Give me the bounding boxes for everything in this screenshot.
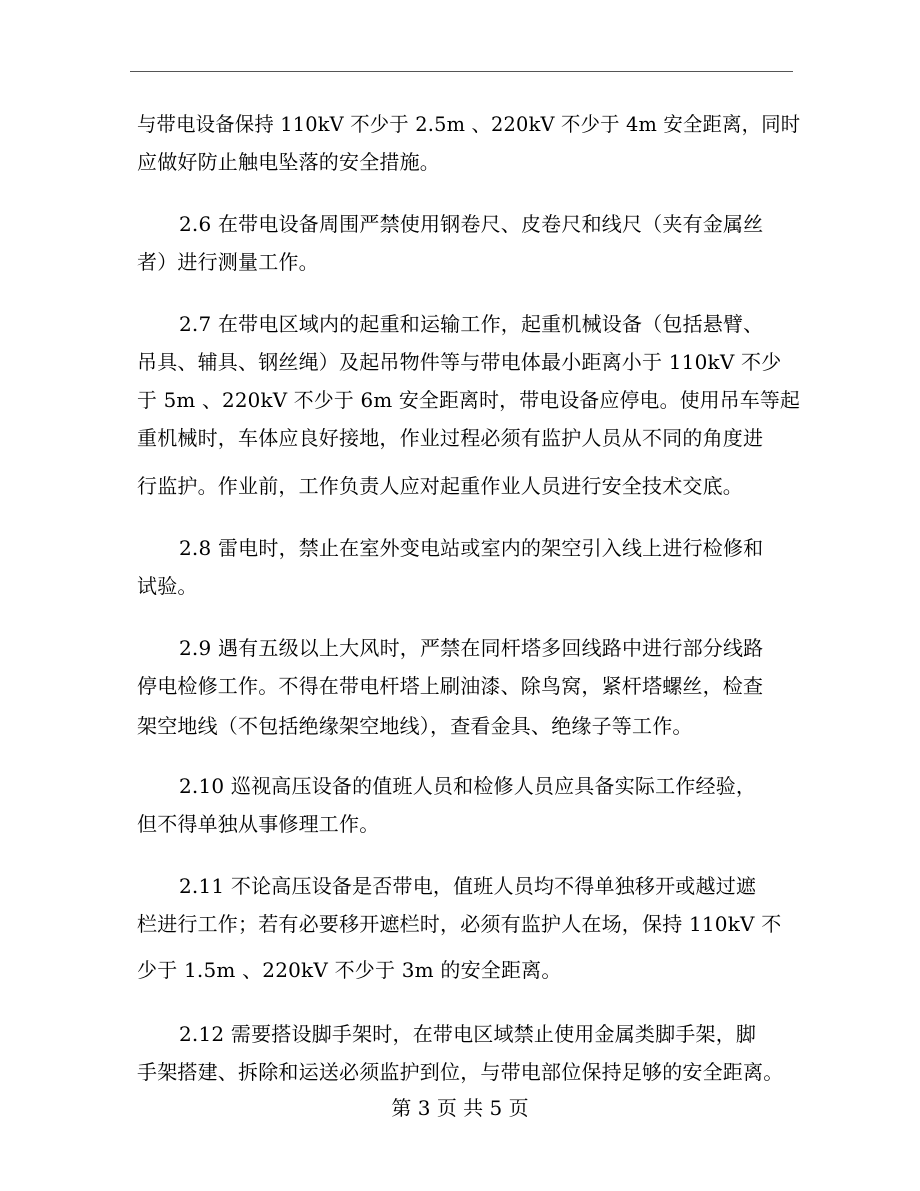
paragraph-2-9-line: 2.9 遇有五级以上大风时，严禁在同杆塔多回线路中进行部分线路	[179, 636, 764, 660]
paragraph-2-11-line: 2.11 不论高压设备是否带电，值班人员均不得单独移开或越过遮	[179, 874, 757, 898]
text-line: 于 5m 、220kV 不少于 6m 安全距离时，带电设备应停电。使用吊车等起	[137, 388, 801, 412]
text-line: 栏进行工作；若有必要移开遮栏时，必须有监护人在场，保持 110kV 不	[137, 912, 782, 936]
page-number: 第 3 页 共 5 页	[391, 1096, 529, 1120]
text-line: 者）进行测量工作。	[137, 250, 319, 274]
text-line: 应做好防止触电坠落的安全措施。	[137, 150, 440, 174]
text-line: 吊具、辅具、钢丝绳）及起吊物件等与带电体最小距离小于 110kV 不少	[137, 350, 782, 374]
text-line: 试验。	[137, 574, 198, 598]
paragraph-2-7-line: 2.7 在带电区域内的起重和运输工作，起重机械设备（包括悬臂、	[179, 312, 764, 336]
paragraph-2-10-line: 2.10 巡视高压设备的值班人员和检修人员应具备实际工作经验，	[179, 774, 757, 798]
text-line: 手架搭建、拆除和运送必须监护到位，与带电部位保持足够的安全距离。	[137, 1060, 784, 1084]
header-divider	[130, 71, 793, 72]
text-line: 停电检修工作。不得在带电杆塔上刷油漆、除鸟窝，紧杆塔螺丝，检查	[137, 674, 764, 698]
text-line: 少于 1.5m 、220kV 不少于 3m 的安全距离。	[137, 958, 562, 982]
text-line: 架空地线（不包括绝缘架空地线），查看金具、绝缘子等工作。	[137, 714, 693, 738]
text-line: 重机械时，车体应良好接地，作业过程必须有监护人员从不同的角度进	[137, 426, 764, 450]
paragraph-2-12-line: 2.12 需要搭设脚手架时，在带电区域禁止使用金属类脚手架，脚	[179, 1022, 757, 1046]
text-line: 与带电设备保持 110kV 不少于 2.5m 、220kV 不少于 4m 安全距离，同时	[137, 112, 801, 136]
paragraph-2-6-line: 2.6 在带电设备周围严禁使用钢卷尺、皮卷尺和线尺（夹有金属丝	[179, 212, 764, 236]
paragraph-2-8-line: 2.8 雷电时，禁止在室外变电站或室内的架空引入线上进行检修和	[179, 536, 764, 560]
text-line: 但不得单独从事修理工作。	[137, 812, 380, 836]
text-line: 行监护。作业前，工作负责人应对起重作业人员进行安全技术交底。	[137, 474, 743, 498]
